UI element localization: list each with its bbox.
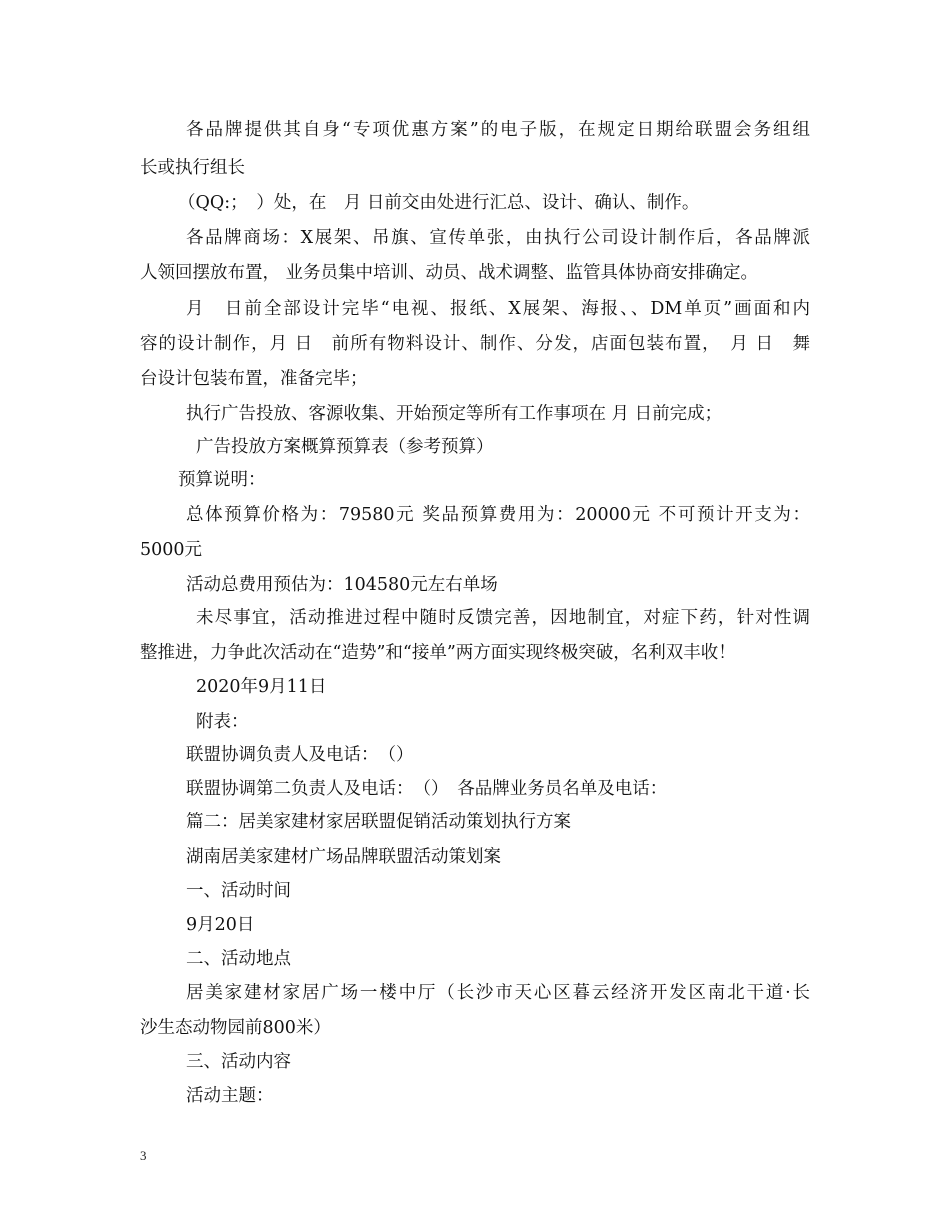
text-line-22: 湖南居美家建材广场品牌联盟活动策划案: [186, 847, 501, 867]
text-line-5: 人领回摆放布置， 业务员集中培训、动员、战术调整、监管具体协商安排确定。: [140, 263, 759, 283]
text-line-4: 各品牌商场：X展架、吊旗、宣传单张，由执行公司设计制作后，各品牌派: [186, 228, 810, 248]
text-line-13: 5000元: [140, 540, 203, 560]
text-line-16: 整推进，力争此次活动在“造势”和“接单”两方面实现终极突破，名利双丰收！: [140, 643, 736, 663]
text-line-19: 联盟协调负责人及电话： （）: [186, 745, 414, 765]
text-line-3: （QQ:； ）处，在 月 日前交由处进行汇总、设计、确认、制作。: [178, 193, 700, 213]
text-line-29: 活动主题：: [186, 1086, 274, 1106]
text-line-20: 联盟协调第二负责人及电话： （） 各品牌业务员名单及电话：: [186, 779, 668, 799]
text-line-21: 篇二：居美家建材家居联盟促销活动策划执行方案: [186, 812, 571, 832]
text-line-27: 沙生态动物园前800米）: [140, 1018, 331, 1038]
text-line-8: 台设计包装布置，准备完毕；: [140, 369, 368, 389]
text-line-23: 一、活动时间: [186, 881, 291, 901]
text-line-26: 居美家建材家居广场一楼中厅（长沙市天心区暮云经济开发区南北干道·长: [186, 983, 810, 1003]
text-line-10: 广告投放方案概算预算表（参考预算）: [196, 437, 494, 457]
text-line-9: 执行广告投放、客源收集、开始预定等所有工作事项在 月 日前完成；: [186, 404, 723, 424]
text-line-7: 容的设计制作，月 日 前所有物料设计、制作、分发，店面包装布置， 月 日 舞: [140, 334, 810, 354]
text-line-18: 附表：: [196, 712, 249, 732]
text-line-17: 2020年9月11日: [196, 677, 327, 697]
text-line-25: 二、活动地点: [186, 949, 291, 969]
text-line-11: 预算说明：: [178, 470, 266, 490]
text-line-24: 9月20日: [186, 915, 255, 935]
text-line-15: 未尽事宜，活动推进过程中随时反馈完善，因地制宜，对症下药，针对性调: [196, 608, 810, 628]
page-number: 3: [140, 1148, 147, 1163]
text-line-6: 月 日前全部设计完毕“电视、报纸、X展架、海报、、DM单页”画面和内: [186, 299, 810, 319]
text-line-28: 三、活动内容: [186, 1052, 291, 1072]
text-line-14: 活动总费用预估为：104580元左右单场: [186, 575, 498, 595]
text-line-1: 各品牌提供其自身“专项优惠方案”的电子版，在规定日期给联盟会务组组: [186, 120, 810, 140]
text-line-2: 长或执行组长: [140, 158, 245, 178]
text-line-12: 总体预算价格为：79580元 奖品预算费用为：20000元 不可预计开支为：: [186, 505, 810, 525]
